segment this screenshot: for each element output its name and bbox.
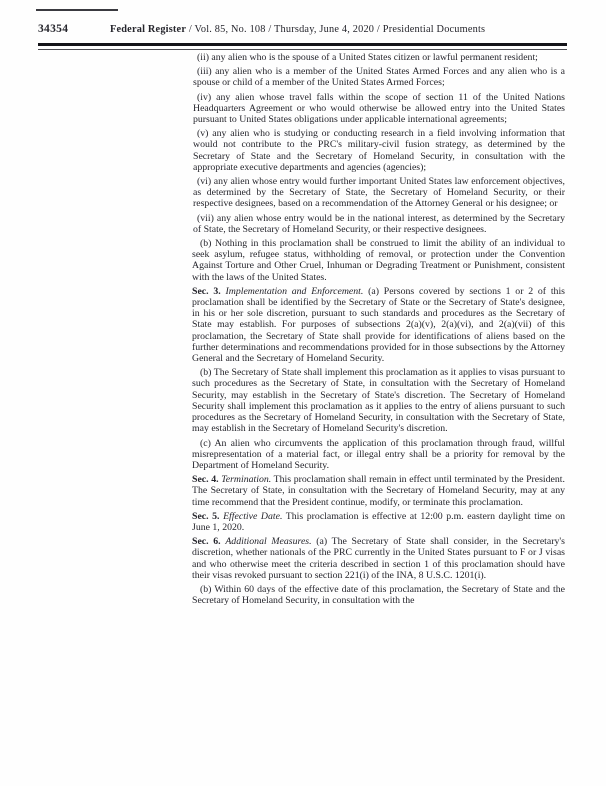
section-6-text: (a) The Secretary of State shall consider, in the Secretary's discretion, whether nationals of the PRC currently in the United States pursuant to F or J visas and who otherwise meet the criteria described in section 1 of this proclamation should have their visas revoked pursuant to section 221(i) of the INA, 8 U.S.C. 1201(i). — [192, 536, 565, 581]
header-rule-thin — [38, 49, 567, 50]
paragraph-b-nothing: (b) Nothing in this proclamation shall be construed to limit the ability of an individual to seek asylum, refugee status, withholding of removal, or protection under the Convention Against Torture and Other Cruel, Inhuman or Degrading Treatment or Punishment, consistent with the laws of the United States. — [192, 238, 565, 283]
section-3-label: Sec. 3. — [192, 285, 221, 297]
paragraph-c-alien: (c) An alien who circumvents the application of this proclamation through fraud, willful misrepresentation of a material fact, or illegal entry shall be a priority for removal by the Department of Homeland Security. — [192, 437, 565, 471]
paragraph-sec-6 — [192, 536, 565, 581]
journal-line — [110, 24, 485, 35]
section-6-label: Sec. 6. — [192, 536, 221, 548]
section-4-title: Termination. — [221, 474, 272, 486]
paragraph-ii: (ii) any alien who is the spouse of a United States citizen or lawful permanent resident; — [197, 52, 538, 63]
section-3-title: Implementation and Enforcement. — [225, 285, 364, 297]
paragraph-iii: (iii) any alien who is a member of the United States Armed Forces and any alien who is a spouse or child of a member of the United States Armed Forces; — [193, 66, 565, 89]
paragraph-sec-5 — [192, 511, 565, 533]
section-4-text: This proclamation shall remain in effect until terminated by the President. The Secretary of State, in consultation with the Secretary of Homeland Security, may at any time recommend that the President continue, modify, or terminate this proclamation. — [192, 474, 565, 508]
section-5-label: Sec. 5. — [192, 510, 220, 522]
section-6-title: Additional Measures. — [225, 536, 312, 548]
section-4-label: Sec. 4. — [192, 474, 219, 486]
section-5-text: This proclamation is effective at 12:00 p.m. eastern daylight time on June 1, 2020. — [192, 510, 565, 533]
page-header — [38, 23, 567, 35]
paragraph-b-within-60-days: (b) Within 60 days of the effective date of this proclamation, the Secretary of State and the Secretary of Homeland Security, in consultation with the — [192, 583, 565, 607]
paragraph-sec-3 — [192, 286, 565, 364]
header-rule-thick — [38, 43, 567, 46]
document-body — [192, 52, 565, 609]
section-5-title: Effective Date. — [223, 510, 283, 522]
section-3-text: (a) Persons covered by sections 1 or 2 of this proclamation shall be identified by the Secretary of State or the Secretary of State's designee, in his or her sole discretion, pursuant to such standards and procedures as the Secretary of State may establish. For purposes of subsections 2(a)(v), 2(a)(vi), and 2(a)(vii) of this proclamation, the Secretary of State shall provide for identifications of aliens based on the further determinations and recommendations provided for in those subsections by the Attorney General and the Secretary of Homeland Security. — [192, 285, 565, 365]
paragraph-v: (v) any alien who is studying or conducting research in a field involving information that would not contribute to the PRC's military-civil fusion strategy, as determined by the Secretary of State and the Secretary of Homeland Security, in consultation with the appropriate executive departments and agencies (agencies); — [193, 128, 565, 173]
journal-title: Federal Register — [110, 24, 187, 35]
paragraph-iv: (iv) any alien whose travel falls within the scope of section 11 of the United Nations Headquarters Agreement or who would otherwise be allowed entry into the United States pursuant to United States obligations under applicable international agreements; — [193, 91, 565, 126]
paragraph-vi: (vi) any alien whose entry would further important United States law enforcement objectives, as determined by the Secretary of State, the Secretary of Homeland Security, or their respective designees, based on a recommendation of the Attorney General or his designee; or — [193, 176, 565, 210]
page-number: 34354 — [38, 23, 69, 35]
paragraph-b-secretary: (b) The Secretary of State shall implement this proclamation as it applies to visas pursuant to such procedures as the Secretary of State, in consultation with the Secretary of Homeland Security, may establish in the Secretary of State's discretion. The Secretary of Homeland Security shall implement this proclamation as it applies to the entry of aliens pursuant to such procedures as the Secretary of Homeland Security, in consultation with the Secretary of State, may establish in the Secretary of Homeland Security's discretion. — [192, 367, 565, 435]
paragraph-vii: (vii) any alien whose entry would be in the national interest, as determined by the Secretary of State, the Secretary of Homeland Security, or their respective designees. — [193, 212, 565, 235]
paragraph-sec-4 — [192, 474, 565, 508]
scan-artifact-line — [36, 9, 118, 11]
issue-info: / Vol. 85, No. 108 / Thursday, June 4, 2020 / Presidential Documents — [188, 24, 486, 35]
